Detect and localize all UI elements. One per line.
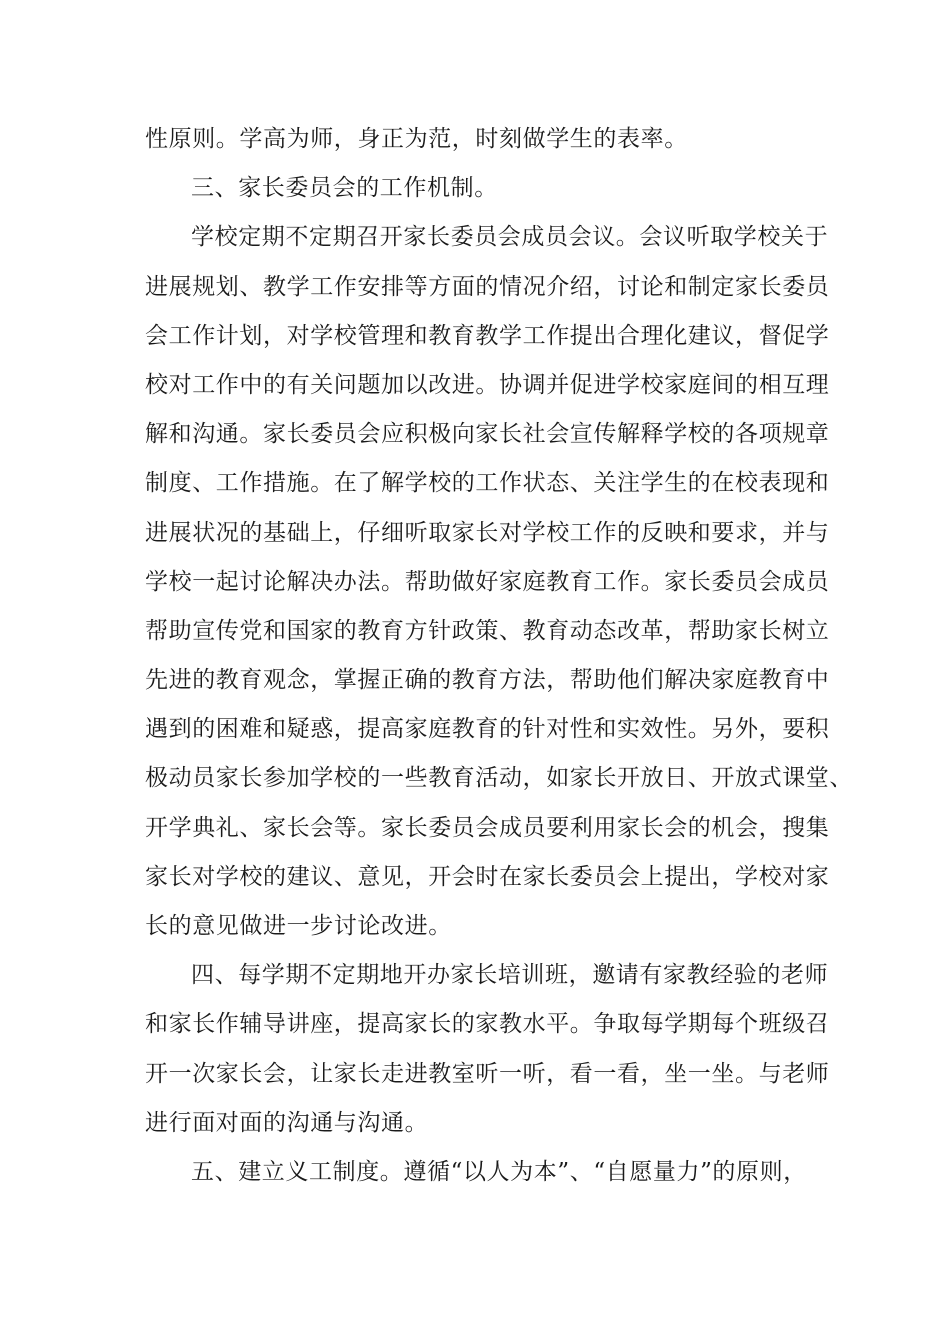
text-line: 学校一起讨论解决办法。帮助做好家庭教育工作。家长委员会成员	[145, 568, 830, 595]
text-line: 帮助宣传党和国家的教育方针政策、教育动态改革，帮助家长树立	[145, 617, 830, 644]
section-paragraph-start: 五、建立义工制度。遵循“以人为本”、“自愿量力”的原则，	[191, 1158, 807, 1185]
text-line: 开学典礼、家长会等。家长委员会成员要利用家长会的机会，搜集	[145, 814, 830, 841]
text-line: 会工作计划，对学校管理和教育教学工作提出合理化建议，督促学	[145, 322, 830, 349]
document-body	[145, 126, 853, 1209]
text-line: 学校定期不定期召开家长委员会成员会议。会议听取学校关于	[191, 224, 829, 251]
text-line: 进行面对面的沟通与沟通。	[145, 1109, 429, 1136]
text-line: 制度、工作措施。在了解学校的工作状态、关注学生的在校表现和	[145, 470, 830, 497]
section-heading: 三、家长委员会的工作机制。	[191, 175, 498, 202]
text-line: 进展状况的基础上，仔细听取家长对学校工作的反映和要求，并与	[145, 519, 830, 546]
text-line: 家长对学校的建议、意见，开会时在家长委员会上提出，学校对家	[145, 863, 830, 890]
section-paragraph-start: 四、每学期不定期地开办家长培训班，邀请有家教经验的老师	[191, 962, 829, 989]
text-line: 和家长作辅导讲座，提高家长的家教水平。争取每学期每个班级召	[145, 1011, 830, 1038]
text-line: 进展规划、教学工作安排等方面的情况介绍，讨论和制定家长委员	[145, 273, 830, 300]
text-line: 遇到的困难和疑惑，提高家庭教育的针对性和实效性。另外，要积	[145, 716, 830, 743]
text-line: 解和沟通。家长委员会应积极向家长社会宣传解释学校的各项规章	[145, 421, 830, 448]
text-line: 先进的教育观念，掌握正确的教育方法，帮助他们解决家庭教育中	[145, 667, 830, 694]
text-line: 极动员家长参加学校的一些教育活动，如家长开放日、开放式课堂、	[145, 765, 853, 792]
text-line: 开一次家长会，让家长走进教室听一听，看一看，坐一坐。与老师	[145, 1060, 830, 1087]
text-line: 长的意见做进一步讨论改进。	[145, 913, 452, 939]
text-line: 校对工作中的有关问题加以改进。协调并促进学校家庭间的相互理	[145, 371, 830, 398]
text-line: 性原则。学高为师，身正为范，时刻做学生的表率。	[145, 126, 688, 152]
